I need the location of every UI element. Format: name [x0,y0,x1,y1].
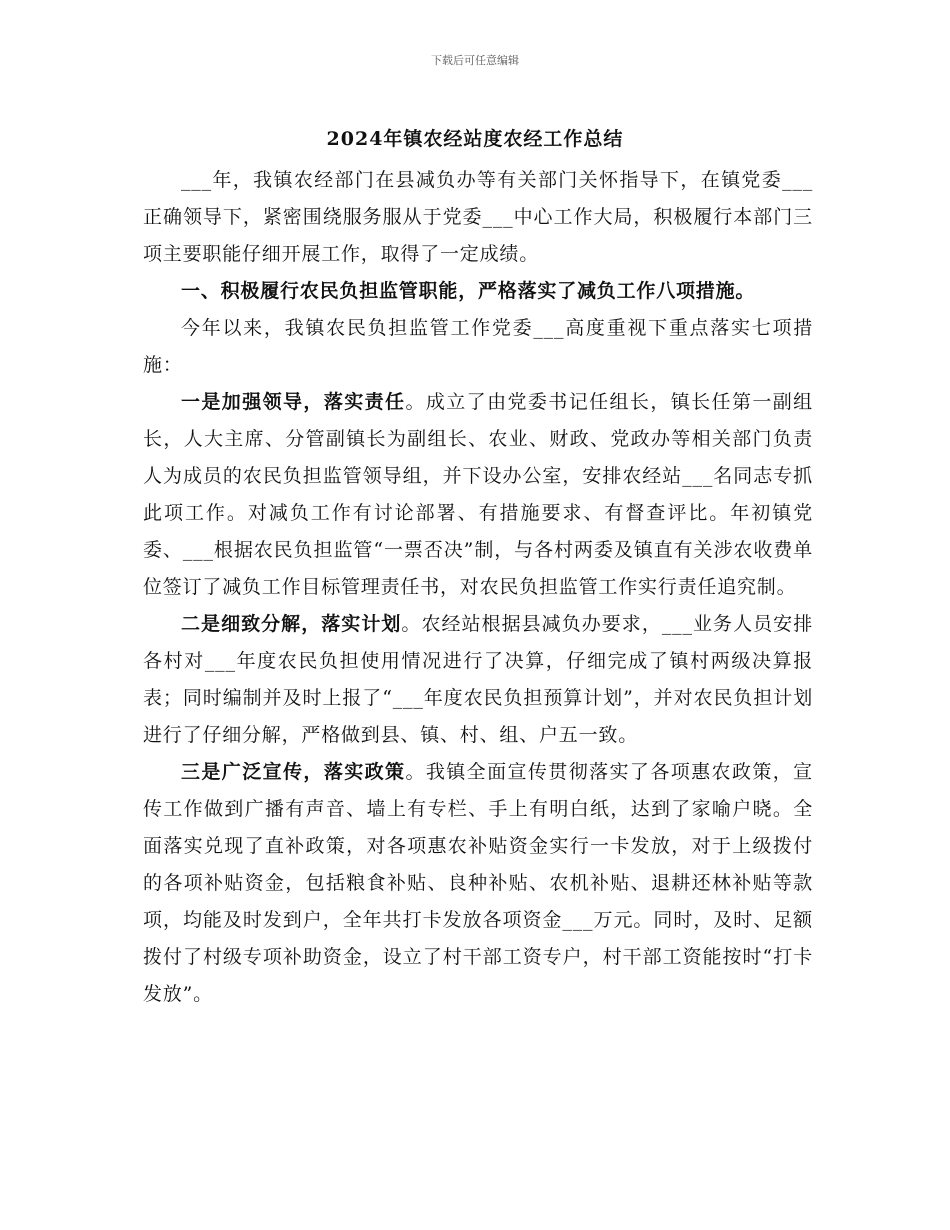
document-body [143,162,813,1013]
measure-2-body: 。农经站根据县减负办要求，___业务人员安排各村对___年度农民负担使用情况进行了决算，仔细完成了镇村两级决算报表；同时编制并及时上报了“___年度农民负担预算计划”，并对农民负担计划进行了仔细分解，严格做到县、镇、村、组、户五一致。 [143,613,813,746]
measure-3-body: 。我镇全面宣传贯彻落实了各项惠农政策，宣传工作做到广播有声音、墙上有专栏、手上有明白纸，达到了家喻户晓。全面落实兑现了直补政策，对各项惠农补贴资金实行一卡发放，对于上级拨付的各项补贴资金，包括粮食补贴、良种补贴、农机补贴、退耕还林补贴等款项，均能及时发到户，全年共打卡发放各项资金___万元。同时，及时、足额拨付了村级专项补助资金，设立了村干部工资专户，村干部工资能按时“打卡发放”。 [143,761,813,1005]
section-heading-1: 一、积极履行农民负担监管职能，严格落实了减负工作八项措施。 [181,280,756,302]
paragraph-measure-2 [143,606,813,754]
page-header-note: 下载后可任意编辑 [431,54,519,67]
measure-3-lead: 三是广泛宣传，落实政策 [181,761,406,783]
measure-2-lead: 二是细致分解，落实计划 [181,613,402,635]
paragraph-measure-3 [143,754,813,1013]
measure-1-lead: 一是加强领导，落实责任 [181,391,406,413]
measure-1-body: 。成立了由党委书记任组长，镇长任第一副组长，人大主席、分管副镇长为副组长、农业、财政、党政办等相关部门负责人为成员的农民负担监管领导组，并下设办公室，安排农经站___名同志专抓此项工作。对减负工作有讨论部署、有措施要求、有督查评比。年初镇党委、___根据农民负担监管“一票否决”制，与各村两委及镇直有关涉农收费单位签订了减负工作目标管理责任书，对农民负担监管工作实行责任追究制。 [143,391,813,598]
paragraph-intro: ___年，我镇农经部门在县减负办等有关部门关怀指导下，在镇党委___正确领导下，紧密围绕服务服从于党委___中心工作大局，积极履行本部门三项主要职能仔细开展工作，取得了一定成绩。 [143,169,813,265]
document-title: 2024年镇农经站度农经工作总结 [326,128,624,150]
paragraph-measure-1 [143,384,813,606]
paragraph-measures-intro: 今年以来，我镇农民负担监管工作党委___高度重视下重点落实七项措施： [143,317,813,376]
